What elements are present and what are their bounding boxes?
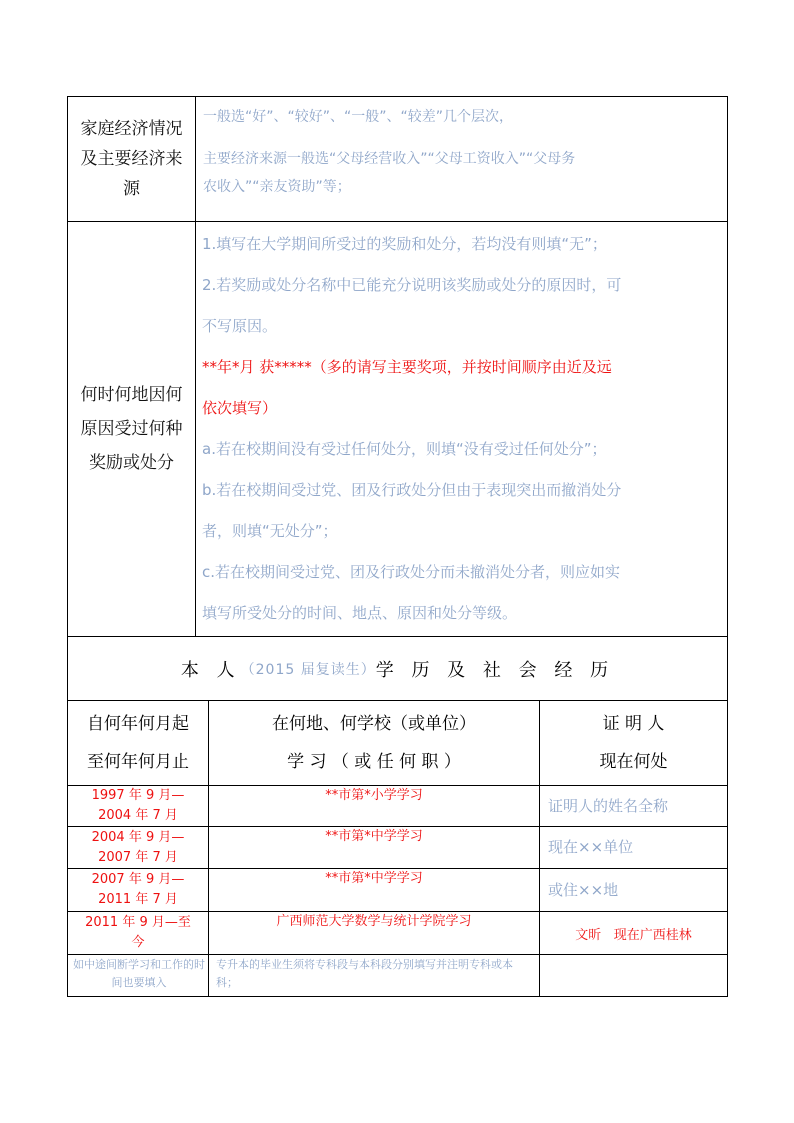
row-period: 1997 年 9 月— 2004 年 7 月 bbox=[91, 788, 185, 823]
example-line: **年*月 获*****（多的请写主要奖项，并按时间顺序由近及远 bbox=[202, 358, 612, 376]
family-economy-label: 家庭经济情况及主要经济来源 bbox=[80, 119, 183, 199]
row-witness: 或住××地 bbox=[548, 881, 619, 899]
hint-line: 2.若奖励或处分名称中已能充分说明该奖励或处分的原因时，可 bbox=[202, 276, 622, 294]
row-period: 2007 年 9 月— 2011 年 7 月 bbox=[91, 872, 185, 907]
header-text: 证 明 人 bbox=[602, 714, 665, 734]
note-period: 如中途间断学习和工作的时间也要填入 bbox=[73, 958, 205, 989]
row-period: 2011 年 9 月—至 今 bbox=[85, 915, 191, 950]
header-text: 至何年何月止 bbox=[87, 752, 189, 772]
hint-line: 填写所受处分的时间、地点、原因和处分等级。 bbox=[202, 604, 518, 622]
hint-line: 1.填写在大学期间所受过的奖励和处分，若均没有则填“无”； bbox=[202, 235, 607, 253]
family-economy-hint bbox=[203, 103, 723, 201]
row-divider bbox=[67, 954, 728, 955]
row-witness: 现在××单位 bbox=[548, 838, 634, 856]
row-school: 广西师范大学数学与统计学院学习 bbox=[276, 914, 472, 929]
row-school: **市第*小学学习 bbox=[325, 788, 423, 803]
note-witness bbox=[544, 956, 724, 996]
hint-line: 主要经济来源一般选“父母经营收入”“父母工资收入”“父母务 bbox=[203, 151, 576, 167]
example-line: 依次填写） bbox=[202, 399, 278, 417]
title-text: 学 历 及 社 会 经 历 bbox=[375, 659, 615, 681]
header-school bbox=[209, 701, 539, 785]
row-school: **市第*中学学习 bbox=[325, 871, 423, 886]
header-text: 自何年何月起 bbox=[87, 714, 189, 734]
hint-line: a.若在校期间没有受过任何处分，则填“没有受过任何处分”； bbox=[202, 440, 607, 458]
hint-line: b.若在校期间受过党、团及行政处分但由于表现突出而撤消处分 bbox=[202, 481, 622, 499]
column-divider bbox=[195, 96, 196, 636]
row-period: 2004 年 9 月— 2007 年 7 月 bbox=[91, 829, 185, 865]
awards-label: 何时何地因何原因受过何种奖励或处分 bbox=[80, 385, 183, 473]
history-title bbox=[68, 637, 727, 700]
row-witness: 文昕 现在广西桂林 bbox=[575, 927, 692, 943]
title-text: 本 人 bbox=[180, 659, 241, 681]
header-text: 现在何处 bbox=[599, 752, 668, 772]
note-school: 专升本的毕业生须将专科段与本科段分别填写并注明专科或本科； bbox=[216, 958, 513, 989]
awards-hint bbox=[202, 224, 724, 634]
hint-line: 一般选“好”、“较好”、“一般”、“较差”几个层次， bbox=[203, 109, 514, 125]
hint-line: c.若在校期间受过党、团及行政处分而未撤消处分者，则应如实 bbox=[202, 563, 621, 581]
header-text: 在何地、何学校（或单位） bbox=[272, 714, 476, 734]
hint-line: 不写原因。 bbox=[202, 317, 278, 335]
row-school: **市第*中学学习 bbox=[325, 829, 423, 844]
hint-line: 者，则填“无处分”； bbox=[202, 522, 338, 540]
title-note: （2015 届复读生） bbox=[240, 661, 376, 678]
header-period bbox=[68, 701, 208, 785]
header-witness bbox=[540, 701, 727, 785]
header-text: 学 习 （ 或 任 何 职 ） bbox=[287, 752, 461, 772]
row-witness: 证明人的姓名全称 bbox=[548, 797, 669, 815]
hint-line: 农收入”“亲友资助”等； bbox=[203, 179, 351, 195]
